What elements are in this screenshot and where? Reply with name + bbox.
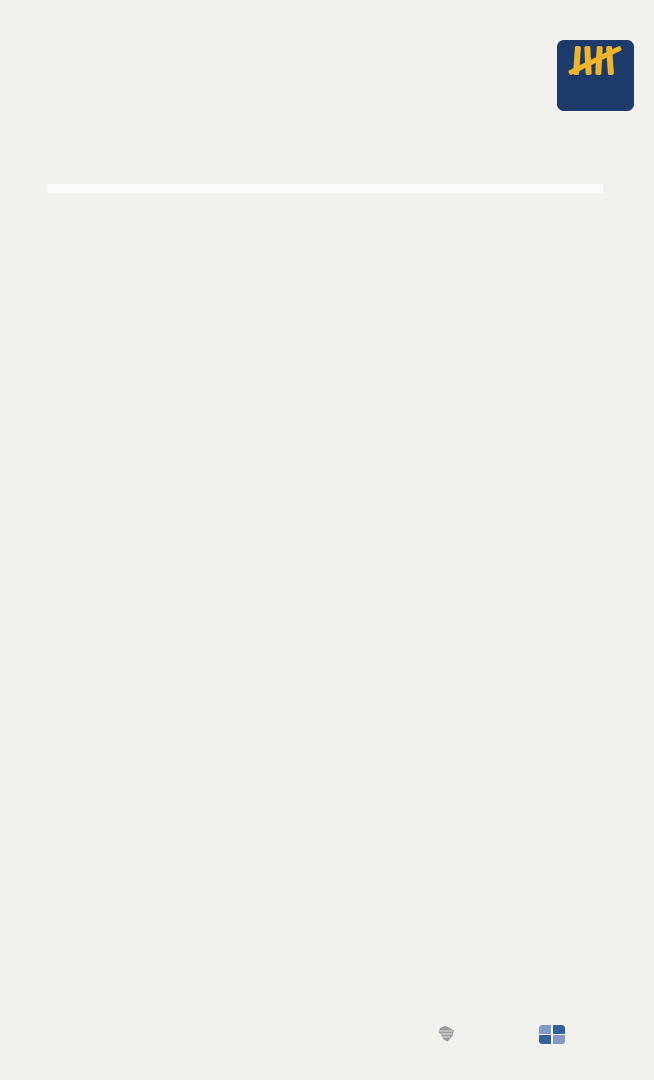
censo-2022-logo [557,40,634,111]
agencia-ibge-noticias-logo [436,1024,462,1044]
brasil-total-bar [47,150,603,184]
brazil-map-icon [436,1024,456,1044]
ibge-emblem-icon [539,1025,565,1044]
regions-stacked-bar [47,193,603,228]
ibge-logo [539,1025,569,1044]
tally-marks-icon [570,45,622,77]
agencia-logo-text [461,1029,462,1041]
bar-gap [47,184,603,193]
